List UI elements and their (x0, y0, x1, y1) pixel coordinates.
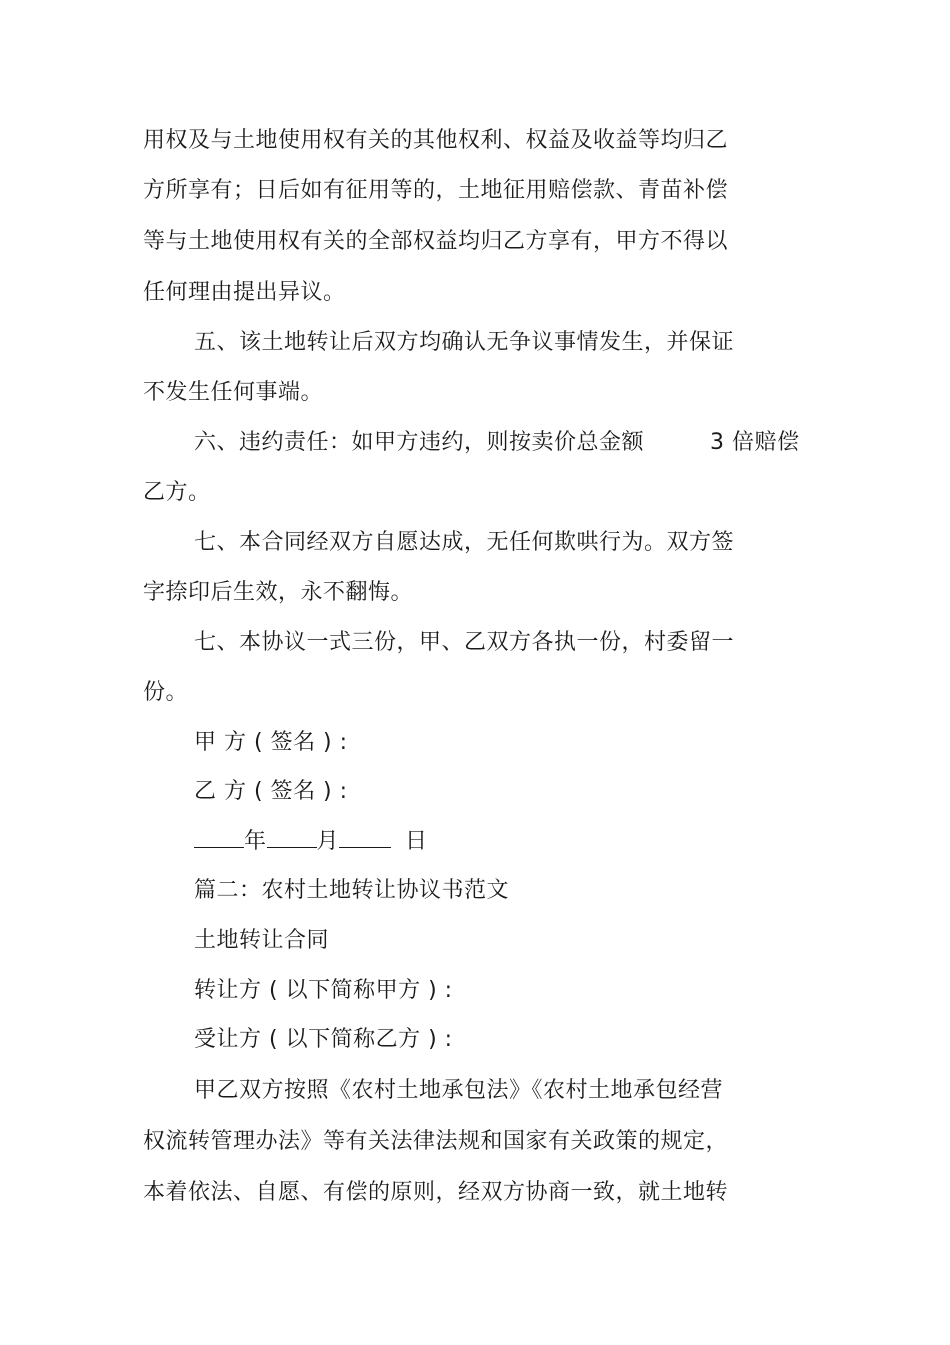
paragraph-line: 权流转管理办法》等有关法律法规和国家有关政策的规定， (143, 1129, 729, 1154)
paragraph-line: 乙方。 (143, 480, 211, 505)
day-label: 日 (405, 829, 428, 854)
paragraph-line: 用权及与土地使用权有关的其他权利、权益及收益等均归乙 (143, 128, 729, 153)
month-blank (267, 827, 317, 848)
clause-six-line: 六、违约责任：如甲方违约，则按卖价总金额 (194, 430, 645, 455)
contract-title: 土地转让合同 (194, 928, 330, 953)
paragraph-line: 甲乙双方按照《农村土地承包法》《农村土地承包经营 (194, 1078, 724, 1103)
clause-seven-copies-line: 七、本协议一式三份，甲、乙双方各执一份，村委留一 (194, 630, 735, 655)
penalty-multiplier: 3 倍赔偿 (710, 430, 800, 455)
clause-seven-line: 七、本合同经双方自愿达成，无任何欺哄行为。双方签 (194, 530, 735, 555)
paragraph-line: 本着依法、自愿、有偿的原则，经双方协商一致，就土地转 (143, 1180, 729, 1205)
paragraph-line: 方所享有；日后如有征用等的，土地征用赔偿款、青苗补偿 (143, 178, 729, 203)
party-a-signature: 甲 方 ( 签名 ) : (194, 730, 348, 755)
month-label: 月 (316, 829, 340, 854)
paragraph-line: 不发生任何事端。 (143, 380, 324, 405)
paragraph-line: 份。 (143, 680, 189, 705)
party-b-signature: 乙 方 ( 签名 ) : (194, 779, 348, 804)
paragraph-line: 字捺印后生效，永不翻悔。 (143, 580, 414, 605)
day-blank (339, 827, 391, 848)
clause-five-line: 五、该土地转让后双方均确认无争议事情发生，并保证 (194, 330, 735, 355)
paragraph-line: 任何理由提出异议。 (143, 280, 346, 305)
section-heading: 篇二：农村土地转让协议书范文 (194, 878, 510, 903)
year-label: 年 (244, 829, 267, 854)
transferor-line: 转让方 ( 以下简称甲方 ) : (194, 978, 453, 1003)
year-blank (194, 827, 244, 848)
transferee-line: 受让方 ( 以下简称乙方 ) : (194, 1027, 453, 1052)
date-line (194, 827, 428, 857)
paragraph-line: 等与土地使用权有关的全部权益均归乙方享有，甲方不得以 (143, 229, 729, 254)
